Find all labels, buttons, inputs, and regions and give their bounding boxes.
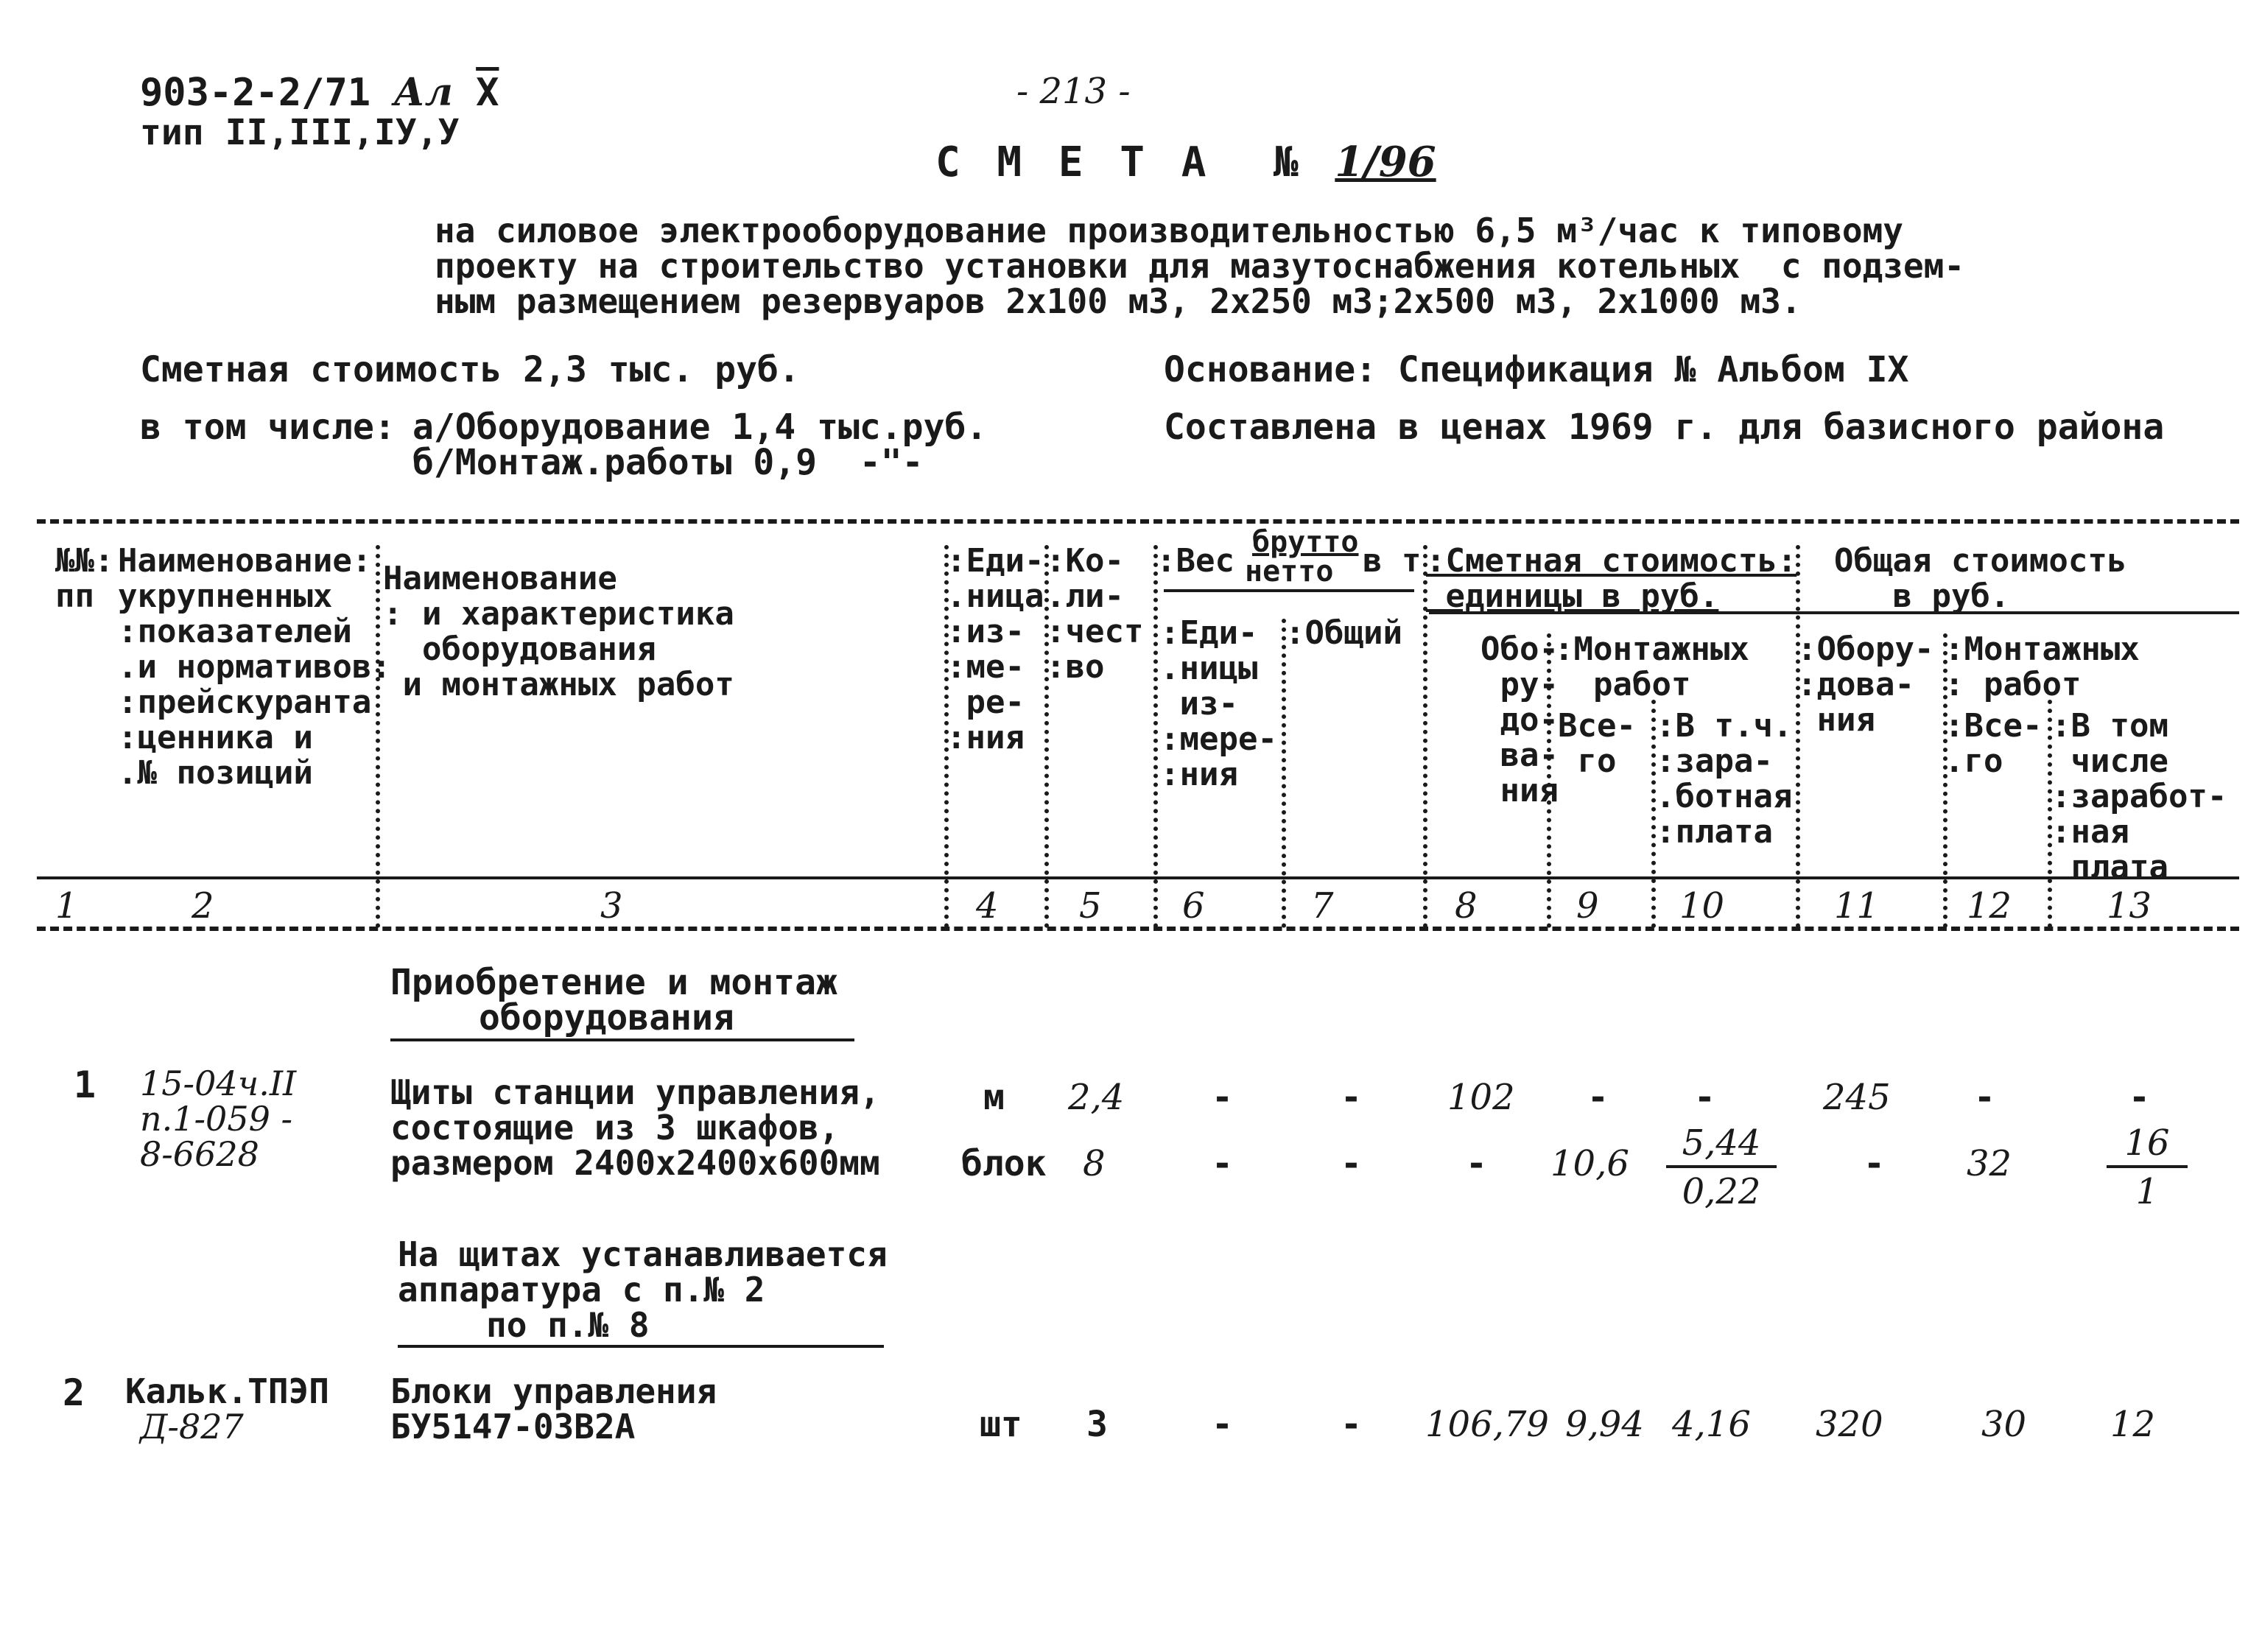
compiled-text: Составлена в ценах 1969 г. для базисного района xyxy=(1164,407,2165,448)
row-1-total-install-b: 32 xyxy=(1967,1143,2012,1184)
row-1-total-equip-a: 245 xyxy=(1823,1077,1891,1118)
table-top-rule xyxy=(37,519,2239,524)
row-1-weight-total-a: - xyxy=(1341,1077,1362,1118)
row-2-code-line-2: Д-827 xyxy=(140,1407,244,1447)
column-number: 12 xyxy=(1967,885,2012,927)
row-2-total-equip: 320 xyxy=(1816,1404,1883,1445)
description-line-2: проекту на строительство установки для мазутоснабжения котельных с подзем- xyxy=(435,246,1965,286)
document-code: 903-2-2/71 Ал $\overline{X}$ xyxy=(140,70,499,115)
row-2-qty: 3 xyxy=(1086,1404,1108,1445)
row-2-total-install: 30 xyxy=(1981,1404,2027,1445)
column-number: 7 xyxy=(1311,885,1334,927)
column-number: 6 xyxy=(1182,885,1205,927)
header-install-group: :Монтажных работ xyxy=(1554,630,1749,703)
row-1-equip-cost-a: 102 xyxy=(1447,1077,1515,1118)
row-1-total-wage-b: $\frac{16}{1}$ xyxy=(2107,1125,2188,1209)
header-col-11: :Обору- :дова- ния xyxy=(1797,630,1934,739)
estimated-cost: Сметная стоимость 2,3 тыс. руб. xyxy=(140,349,800,390)
row-2-install-wage: 4,16 xyxy=(1672,1404,1751,1445)
row-1-install-wage-b: $\frac{5,44}{0,22}$ xyxy=(1666,1125,1777,1209)
header-col-2: Наименование: укрупненных :показателей .и нормативов: :прейскуранта :ценника и .№ позиций xyxy=(118,542,391,792)
page-number: - 213 - xyxy=(1016,71,1131,112)
row-1-equip-cost-b: - xyxy=(1466,1143,1487,1184)
row-2-name-line-1: Блоки управления xyxy=(390,1371,717,1411)
row-1-qty-b: 8 xyxy=(1083,1143,1106,1184)
row-1-install-all-b: 10,6 xyxy=(1550,1143,1629,1184)
column-number: 2 xyxy=(192,885,214,927)
row-2-code-line-1: Кальк.ТПЭП xyxy=(125,1371,329,1411)
column-number: 10 xyxy=(1679,885,1725,927)
header-col-3: Наименование : и характеристика оборудования и монтажных работ xyxy=(383,560,734,703)
row-1-name-line-1: Щиты станции управления, xyxy=(390,1072,880,1112)
header-col-1: №№: пп xyxy=(55,542,114,615)
row-1-qty-a: 2,4 xyxy=(1068,1077,1125,1118)
header-col-13: :В том числе :заработ- :ная плата xyxy=(2051,707,2227,886)
column-number: 8 xyxy=(1455,885,1478,927)
section-title-line-2: оборудования xyxy=(479,997,734,1038)
header-weight-brutto: брутто xyxy=(1252,525,1359,559)
column-separator xyxy=(1282,619,1286,928)
row-1-name-line-2: состоящие из 3 шкафов, xyxy=(390,1108,840,1147)
header-col-10: :В т.ч. :зара- .ботная :плата xyxy=(1656,707,1793,851)
table-numbers-rule xyxy=(37,927,2239,931)
row-2-number: 2 xyxy=(63,1371,85,1414)
header-col-7: :Общий xyxy=(1285,614,1402,652)
column-number: 13 xyxy=(2107,885,2152,927)
basis-text: Основание: Спецификация № Альбом IX xyxy=(1164,349,1909,390)
row-1-code-line-3: 8-6628 xyxy=(140,1134,259,1174)
row-1-name-line-3: размером 2400х2400х600мм xyxy=(390,1143,880,1183)
header-col-9: Все- го xyxy=(1558,707,1636,780)
section-title-underline xyxy=(390,1038,854,1041)
row-2-equip-cost: 106,79 xyxy=(1425,1404,1549,1445)
row-1-weight-unit-b: - xyxy=(1212,1143,1233,1184)
row-1-unit-b: блок xyxy=(961,1143,1047,1184)
column-number: 11 xyxy=(1834,885,1880,927)
row-1-code-line-1: 15-04ч.II xyxy=(140,1064,297,1103)
column-number: 4 xyxy=(976,885,999,927)
table-header-rule xyxy=(37,876,2239,879)
row-1-unit-a: м xyxy=(983,1077,1005,1118)
note-line-3: по п.№ 8 xyxy=(486,1305,650,1345)
row-1-total-install-a: - xyxy=(1974,1077,1995,1118)
row-1-total-equip-b: - xyxy=(1864,1143,1885,1184)
column-number: 5 xyxy=(1079,885,1102,927)
row-1-code-line-2: п.1-059 - xyxy=(140,1099,293,1139)
description-line-1: на силовое электрооборудование производительностью 6,5 м³/час к типовому xyxy=(435,211,1903,250)
row-1-install-all-a: - xyxy=(1587,1077,1609,1118)
header-col-5: :Ко- .ли- :чест :во xyxy=(1046,542,1144,686)
header-weight-suffix: в т xyxy=(1363,542,1422,580)
row-1-weight-total-b: - xyxy=(1341,1143,1362,1184)
column-number: 1 xyxy=(55,885,78,927)
header-weight-netto: нетто xyxy=(1245,555,1334,588)
row-2-name-line-2: БУ5147-03В2А xyxy=(390,1407,636,1447)
section-title-line-1: Приобретение и монтаж xyxy=(390,962,837,1003)
weight-group-rule xyxy=(1164,589,1414,592)
equipment-cost: а/Оборудование 1,4 тыс.руб. xyxy=(412,407,988,448)
row-2-weight-total: - xyxy=(1341,1404,1362,1445)
document-type: тип II,III,IУ,У xyxy=(140,112,460,153)
description-line-3: ным размещением резервуаров 2х100 м3, 2х250 м3;2х500 м3, 2х1000 м3. xyxy=(435,281,1802,321)
row-1-total-wage-a: - xyxy=(2129,1077,2150,1118)
row-2-weight-unit: - xyxy=(1212,1404,1233,1445)
installation-cost: б/Монтаж.работы 0,9 -"- xyxy=(412,442,924,483)
column-separator xyxy=(1153,545,1158,928)
header-total-cost-group: Общая стоимость в руб. xyxy=(1834,542,2127,615)
note-line-2: аппаратура с п.№ 2 xyxy=(398,1270,765,1310)
note-underline xyxy=(398,1345,884,1348)
header-col-6: :Еди- .ницы из- :мере- :ния xyxy=(1160,614,1277,793)
column-number: 3 xyxy=(600,885,623,927)
row-2-unit: шт xyxy=(980,1404,1022,1445)
page-title: С М Е Т А № 1/96 xyxy=(935,138,1436,186)
row-1-weight-unit-a: - xyxy=(1212,1077,1233,1118)
header-col-4: :Еди- .ница :из- :ме- ре- :ния xyxy=(946,542,1044,756)
header-col-8: Обо- ру- до- ва- ния xyxy=(1481,630,1559,809)
row-1-number: 1 xyxy=(74,1064,96,1106)
header-weight-prefix: :Вес xyxy=(1156,542,1234,580)
row-2-total-wage: 12 xyxy=(2110,1404,2156,1445)
header-col-12: :Все- .го xyxy=(1945,707,2043,780)
including-label: в том числе: xyxy=(140,407,396,448)
header-install-group-2: :Монтажных : работ xyxy=(1945,630,2140,703)
row-2-install-all: 9,94 xyxy=(1565,1404,1644,1445)
header-unit-cost-group: :Сметная стоимость: единицы в руб. xyxy=(1426,542,1797,615)
row-1-install-wage-a: - xyxy=(1694,1077,1715,1118)
column-number: 9 xyxy=(1576,885,1599,927)
note-line-1: На щитах устанавливается xyxy=(398,1234,888,1274)
